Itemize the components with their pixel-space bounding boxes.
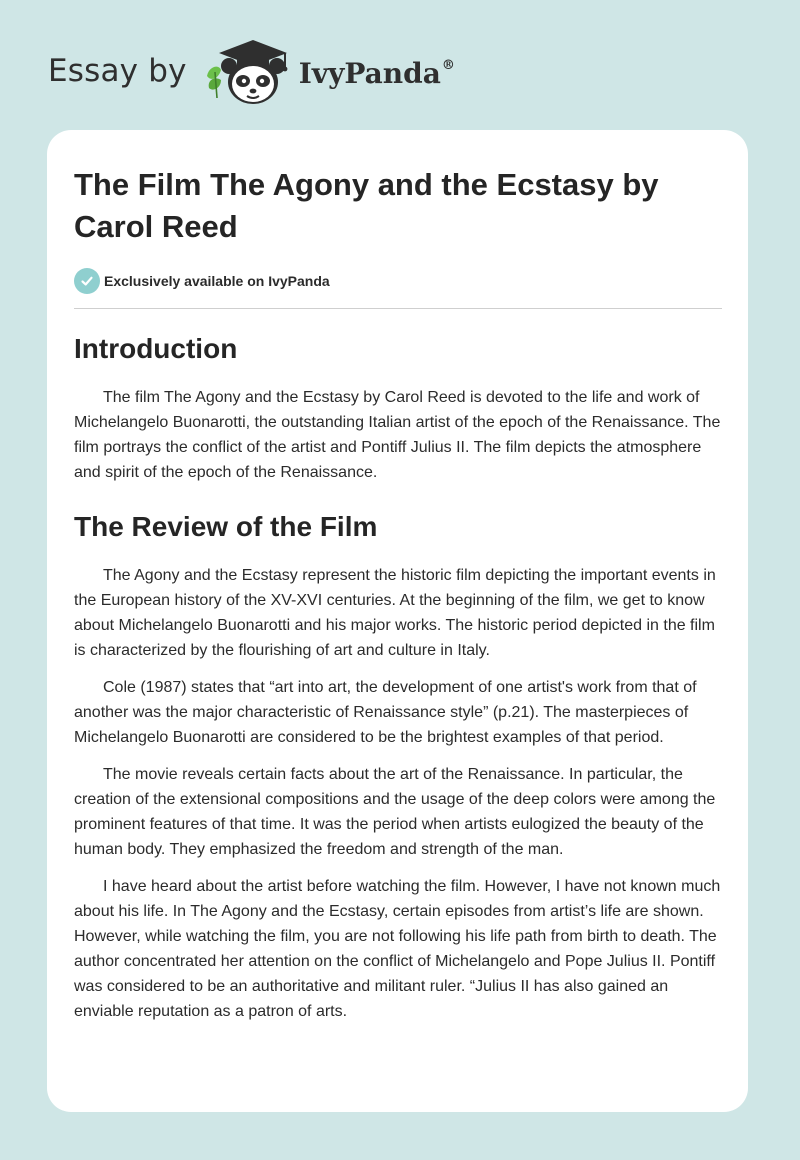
exclusive-badge-text: Exclusively available on IvyPanda bbox=[104, 273, 330, 289]
brand-name[interactable]: IvyPanda® bbox=[298, 56, 455, 90]
check-circle-icon bbox=[74, 268, 100, 294]
essay-by-label: Essay by bbox=[48, 53, 187, 89]
section-heading-introduction: Introduction bbox=[74, 333, 238, 364]
page-title: The Film The Agony and the Ecstasy by Carol Reed bbox=[74, 167, 659, 244]
divider bbox=[74, 308, 722, 309]
site-header bbox=[48, 36, 455, 108]
paragraph: The Agony and the Ecstasy represent the historic film depicting the important events in the European history of the XV-XVI centuries. At the beginning of the film, we get to know about Michelangelo Buonarotti and his major works. The historic period depicted in the film is characterized by the flourishing of art and culture in Italy. bbox=[74, 567, 716, 659]
panda-logo-icon[interactable] bbox=[201, 36, 295, 108]
exclusive-badge bbox=[74, 268, 722, 294]
paragraph: I have heard about the artist before watching the film. However, I have not known much about his life. In The Agony and the Ecstasy, certain episodes from artist’s life are shown. However, while watching the film, you are not following his life path from birth to death. The author concentrated her attention on the conflict of Michelangelo and Pope Julius II. Pontiff was considered to be an authoritative and militant ruler. “Julius II has also gained an enviable reputation as a patron of arts. bbox=[74, 878, 721, 1020]
paragraph: Cole (1987) states that “art into art, the development of one artist's work from that of another was the major characteristic of Renaissance style” (p.21). The masterpieces of Michelangelo Buonarotti are considered to be the brightest examples of that period. bbox=[74, 679, 697, 746]
essay-card bbox=[47, 130, 748, 1112]
section-heading-review: The Review of the Film bbox=[74, 511, 378, 542]
paragraph: The film The Agony and the Ecstasy by Carol Reed is devoted to the life and work of Michelangelo Buonarotti, the outstanding Italian artist of the epoch of the Renaissance. The film portrays the conflict of the artist and Pontiff Julius II. The film depicts the atmosphere and spirit of the epoch of the Renaissance. bbox=[74, 389, 721, 481]
paragraph: The movie reveals certain facts about the art of the Renaissance. In particular, the creation of the extensional compositions and the usage of the deep colors were among the prominent features of that time. It was the period when artists eulogized the beauty of the human body. They emphasized the freedom and strength of the man. bbox=[74, 766, 716, 858]
registered-mark: ® bbox=[441, 57, 455, 73]
